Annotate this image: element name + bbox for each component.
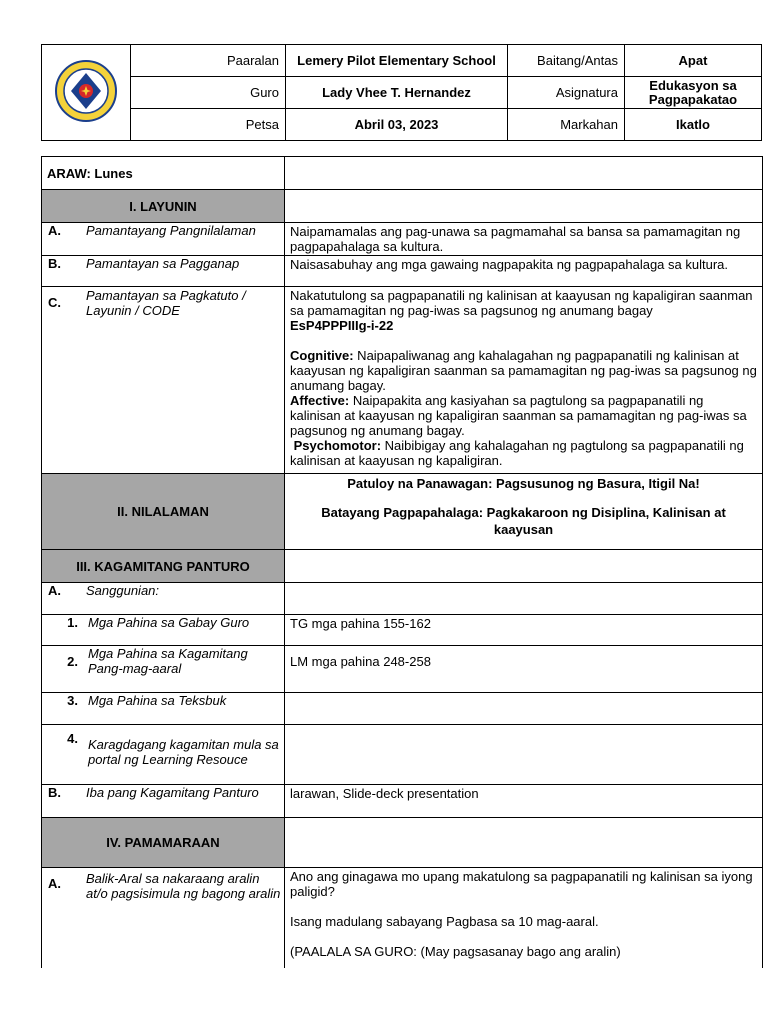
objective-c-text: Nakatutulong sa pagpapanatili ng kalinisan at kaayusan ng kapaligiran saanman sa pamamagitan ng pag-iwas sa pagsunog ng anumang bagay EsP4PPPIIIg-i-22 Cognitive: Naipapaliwanag ang kahalagahan ng pagpapanatili ng kalinisan at kaayusan ng kapaligiran saanman sa pamamagitan ng pag-iwas sa pagsunog ng anumang bagay. Affective: Naipapakita ang kasiyahan sa pagtulong sa pagpapanatili ng kalinisan at kaayusan ng kapaligiran saanman sa pamamagitan ng pag-iwas sa pagsunog ng anumang bagay. Psychomotor: Naibibigay ang kahalagahan ng pagtulong sa pagpapanatili ng kalinisan at kaayusan ng kapaligiran. (285, 287, 763, 474)
lesson-plan-table (41, 156, 763, 968)
pamamaraan-empty (285, 818, 763, 868)
resource-1-text: TG mga pahina 155-162 (285, 615, 763, 646)
header-table (41, 44, 762, 141)
objective-b-text: Naisasabuhay ang mga gawaing nagpapakita ng pagpapahalaga sa kultura. (285, 256, 763, 287)
objective-a-text: Naipamamalas ang pag-unawa sa pagmamahal sa bansa sa pamamagitan ng pagpapahalaga sa kultura. (285, 223, 763, 256)
day-empty (285, 157, 763, 190)
subject-label: Asignatura (508, 77, 625, 109)
resource-4-empty (285, 725, 763, 785)
letter-c: C. (48, 295, 61, 310)
school-value: Lemery Pilot Elementary School (286, 45, 508, 77)
letter-a: A. (48, 223, 61, 238)
resource-2-text: LM mga pahina 248-258 (285, 646, 763, 693)
resource-a-empty (285, 583, 763, 615)
grade-label: Baitang/Antas (508, 45, 625, 77)
teacher-value: Lady Vhee T. Hernandez (286, 77, 508, 109)
objective-b-label: B. Pamantayan sa Pagganap (42, 256, 285, 287)
layunin-empty (285, 190, 763, 223)
content-cell (285, 474, 763, 550)
subject-value: Edukasyon sa Pagpapakatao (625, 77, 762, 109)
competency-code: EsP4PPPIIIg-i-22 (290, 318, 394, 333)
school-label: Paaralan (131, 45, 286, 77)
section-layunin: I. LAYUNIN (42, 190, 285, 223)
resource-b-label: B. Iba pang Kagamitang Panturo (42, 785, 285, 818)
grade-value: Apat (625, 45, 762, 77)
resource-b-text: larawan, Slide-deck presentation (285, 785, 763, 818)
letter-b: B. (48, 256, 61, 271)
resource-3-label: 3. Mga Pahina sa Teksbuk (42, 693, 285, 725)
objective-c-label: C. Pamantayan sa Pagkatuto / Layunin / CODE (42, 287, 285, 474)
deped-seal-icon (54, 59, 118, 123)
date-label: Petsa (131, 109, 286, 141)
content-title: Patuloy na Panawagan: Pagsusunog ng Basura, Itigil Na! (347, 476, 700, 491)
teacher-label: Guro (131, 77, 286, 109)
resource-a-label: A. Sanggunian: (42, 583, 285, 615)
resource-1-label: 1. Mga Pahina sa Gabay Guro (42, 615, 285, 646)
section-nilalaman: II. NILALAMAN (42, 474, 285, 550)
date-value: Abril 03, 2023 (286, 109, 508, 141)
resource-3-empty (285, 693, 763, 725)
quarter-label: Markahan (508, 109, 625, 141)
section-pamamaraan: IV. PAMAMARAAN (42, 818, 285, 868)
kagamitan-empty (285, 550, 763, 583)
content-values: Batayang Pagpapahalaga: Pagkakaroon ng Disiplina, Kalinisan at kaayusan (321, 505, 726, 537)
section-kagamitan: III. KAGAMITANG PANTURO (42, 550, 285, 583)
quarter-value: Ikatlo (625, 109, 762, 141)
resource-2-label: 2. Mga Pahina sa Kagamitang Pang-mag-aaral (42, 646, 285, 693)
day-cell: ARAW: Lunes (42, 157, 285, 190)
procedure-a-label: A. Balik-Aral sa nakaraang aralin at/o pagsisimula ng bagong aralin (42, 868, 285, 968)
deped-seal-cell (42, 45, 131, 141)
procedure-a-text: Ano ang ginagawa mo upang makatulong sa pagpapanatili ng kalinisan sa iyong paligid? Isang madulang sabayang Pagbasa sa 10 mag-aaral. (PAALALA SA GURO: (May pagsasanay bago ang aralin) (285, 868, 763, 968)
resource-4-label: 4. Karagdagang kagamitan mula sa portal ng Learning Resouce (42, 725, 285, 785)
objective-a-label: A. Pamantayang Pangnilalaman (42, 223, 285, 256)
